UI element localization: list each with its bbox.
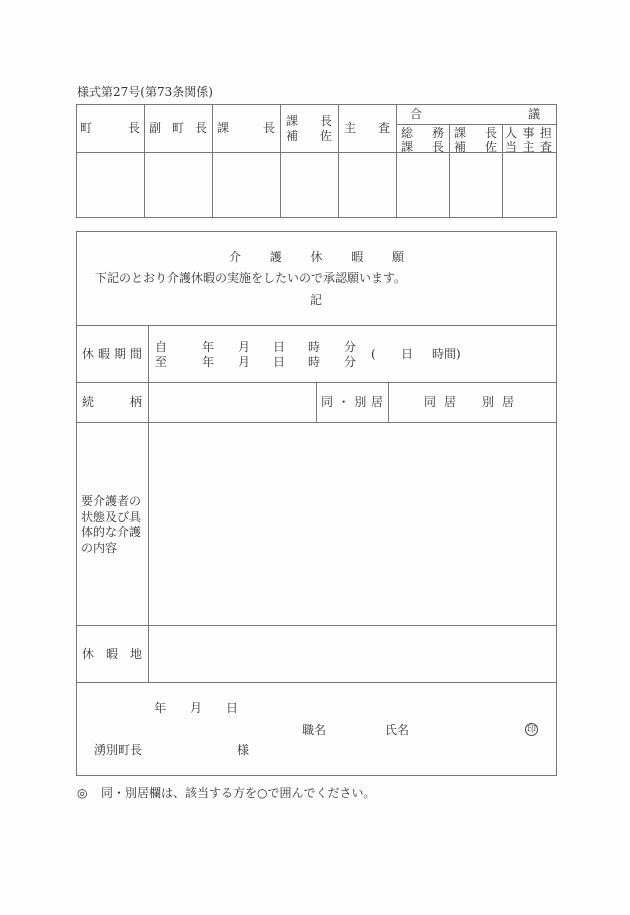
- form-title: 介 護 休 暇 願: [229, 250, 404, 264]
- header-section-chief: 課 長: [217, 121, 275, 135]
- stamp-cell-section-chief[interactable]: [213, 153, 280, 217]
- stamp-cell-general-affairs-chief[interactable]: [397, 153, 449, 217]
- header-joint-consultation: 合 議: [410, 107, 540, 121]
- header-mayor: 町 長: [80, 121, 140, 135]
- relationship-label: 続 柄: [82, 395, 142, 409]
- care-details-label: 要介護者の 状態及び具 体的な介護 の内容: [81, 494, 142, 555]
- stamp-cell-mayor[interactable]: [77, 153, 144, 217]
- residence-option-separate[interactable]: 別居: [482, 395, 523, 409]
- stamp-cell-assistant-chief[interactable]: [281, 153, 338, 217]
- note-mark: ◎: [77, 786, 88, 800]
- name-label: 氏名: [385, 723, 410, 737]
- stamp-cell-personnel-examiner[interactable]: [503, 153, 556, 217]
- form-number: 様式第27号(第73条関係): [77, 85, 213, 99]
- note-text: 同・別居欄は、該当する方を○で囲んでください。: [101, 786, 376, 800]
- header-deputy-mayor: 副 町 長: [149, 121, 207, 135]
- addressee: 湧別町長: [94, 743, 143, 757]
- header-chief-examiner: 主 査: [344, 121, 390, 135]
- honorific: 様: [237, 743, 250, 757]
- header-assistant-chief: 課 長 補 佐: [286, 114, 332, 143]
- residence-option-together[interactable]: 同居: [424, 395, 465, 409]
- period-label: 休 暇 期 間: [82, 347, 142, 361]
- job-title-label: 職名: [302, 723, 327, 737]
- stamp-cell-chief-examiner[interactable]: [339, 153, 396, 217]
- residence-label: 同 ・ 別 居: [321, 395, 383, 409]
- header-joint-assistant-chief: 課 長 補 佐: [454, 126, 497, 154]
- care-details-input[interactable]: [149, 423, 556, 625]
- location-input[interactable]: [149, 626, 556, 682]
- location-label: 休 暇 地: [82, 647, 142, 661]
- stamp-cell-joint-assistant-chief[interactable]: [450, 153, 502, 217]
- header-general-affairs-chief: 総 務 課 長: [401, 126, 444, 154]
- form-intro: 下記のとおり介護休暇の実施をしたいので承認願います。: [95, 271, 407, 285]
- relationship-input[interactable]: [149, 383, 316, 422]
- stamp-cell-deputy-mayor[interactable]: [145, 153, 212, 217]
- header-personnel-examiner: 人 事 担 当 主 査: [505, 126, 552, 154]
- seal-icon: 印: [526, 725, 536, 735]
- ki-label: 記: [310, 293, 323, 307]
